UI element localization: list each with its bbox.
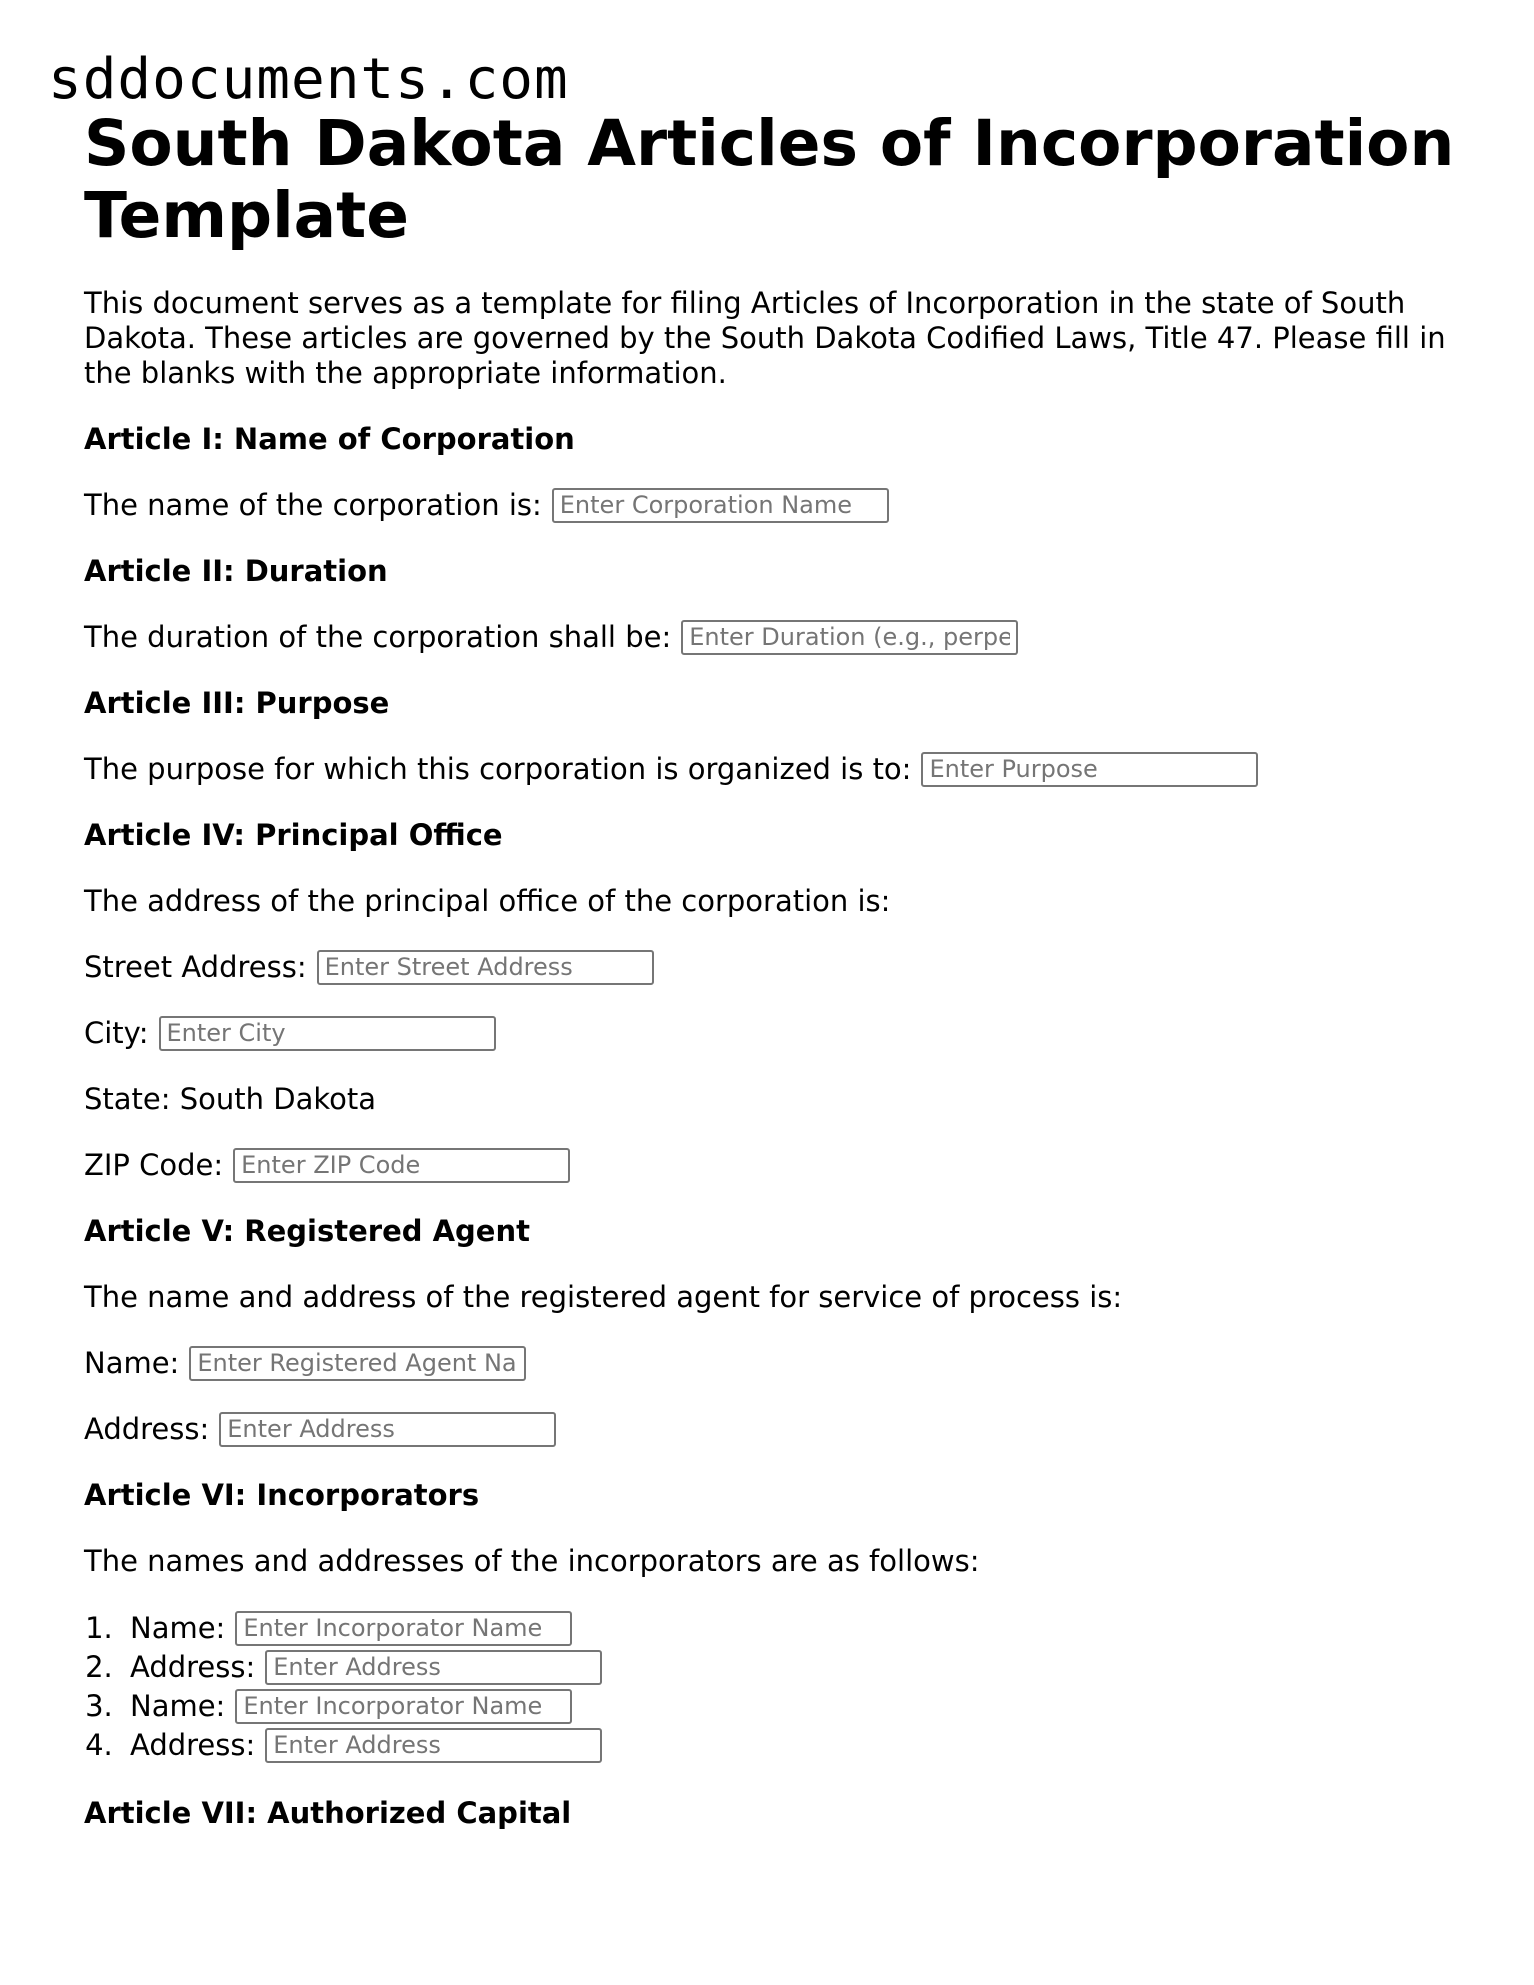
incorporators-text: The names and addresses of the incorporators are as follows: <box>84 1544 980 1578</box>
duration-input[interactable] <box>681 620 1018 655</box>
agent-name-label: Name: <box>84 1346 180 1380</box>
zip-label: ZIP Code: <box>84 1148 224 1182</box>
incorporator-name-label: 3. Name: <box>130 1689 226 1723</box>
page-title: South Dakota Articles of Incorporation Template <box>84 107 1455 252</box>
incorporator-1-address-input[interactable] <box>265 1650 602 1685</box>
incorporator-2-name-input[interactable] <box>235 1689 572 1724</box>
incorporator-2-address-input[interactable] <box>265 1728 602 1763</box>
article-4-heading: Article IV: Principal Office <box>84 818 503 852</box>
corporation-name-input[interactable] <box>552 488 889 523</box>
street-address-row <box>84 949 1464 985</box>
corporation-name-row <box>84 487 1464 523</box>
article-3-heading: Article III: Purpose <box>84 686 390 720</box>
purpose-row <box>84 751 1464 787</box>
list-item <box>122 1687 1464 1726</box>
city-input[interactable] <box>159 1016 496 1051</box>
duration-row <box>84 619 1464 655</box>
incorporators-list <box>84 1609 1464 1765</box>
agent-address-input[interactable] <box>219 1412 556 1447</box>
incorporator-address-label: 2. Address: <box>130 1650 256 1684</box>
article-5-heading: Article V: Registered Agent <box>84 1214 530 1248</box>
article-7-heading: Article VII: Authorized Capital <box>84 1796 572 1830</box>
article-2-heading: Article II: Duration <box>84 554 388 588</box>
zip-input[interactable] <box>233 1148 570 1183</box>
list-item <box>122 1609 1464 1648</box>
agent-address-label: Address: <box>84 1412 210 1446</box>
street-address-label: Street Address: <box>84 950 307 984</box>
agent-address-row <box>84 1411 1464 1447</box>
incorporator-name-label: 1. Name: <box>130 1611 226 1645</box>
principal-office-text: The address of the principal office of the corporation is: <box>84 884 891 918</box>
list-item <box>122 1648 1464 1687</box>
document-body <box>84 108 1464 1831</box>
intro-paragraph: This document serves as a template for filing Articles of Incorporation in the state of South Dakota. These articles are governed by the South Dakota Codified Laws, Title 47. Please fill in the blanks with the appropriate information. <box>84 286 1446 390</box>
agent-name-input[interactable] <box>189 1346 526 1381</box>
state-text: State: South Dakota <box>84 1082 376 1116</box>
purpose-label: The purpose for which this corporation is organized is to: <box>84 752 912 786</box>
registered-agent-text: The name and address of the registered agent for service of process is: <box>84 1280 1123 1314</box>
article-6-heading: Article VI: Incorporators <box>84 1478 480 1512</box>
city-label: City: <box>84 1016 149 1050</box>
agent-name-row <box>84 1345 1464 1381</box>
article-1-heading: Article I: Name of Corporation <box>84 422 575 456</box>
site-watermark: sddocuments.com <box>48 47 569 112</box>
incorporator-1-name-input[interactable] <box>235 1611 572 1646</box>
incorporator-address-label: 4. Address: <box>130 1728 256 1762</box>
list-item <box>122 1726 1464 1765</box>
purpose-input[interactable] <box>921 752 1258 787</box>
city-row <box>84 1015 1464 1051</box>
corporation-name-label: The name of the corporation is: <box>84 488 542 522</box>
duration-label: The duration of the corporation shall be: <box>84 620 672 654</box>
zip-row <box>84 1147 1464 1183</box>
street-address-input[interactable] <box>317 950 654 985</box>
